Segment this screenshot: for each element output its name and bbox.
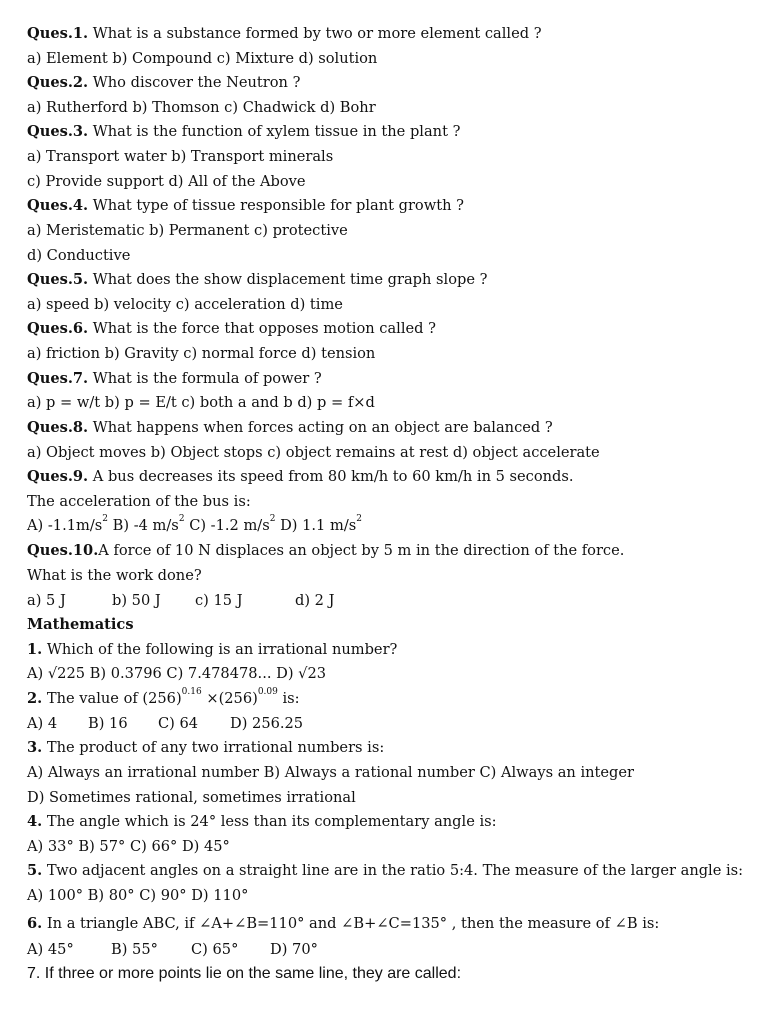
question-number: Ques.5. <box>27 271 89 288</box>
question-number: Ques.2. <box>27 74 89 91</box>
question-text: Two adjacent angles on a straight line are in the ratio 5:4. The measure of the larger angle is: <box>42 862 744 879</box>
superscript: 2 <box>178 514 185 524</box>
question-7-options: a) p = w/t b) p = E/t c) both a and b d) p = f×d <box>27 394 375 411</box>
question-text: What happens when forces acting on an object are balanced ? <box>88 419 553 436</box>
question-8 <box>27 418 553 438</box>
option-c: C) 64 <box>158 715 199 732</box>
question-8-options: a) Object moves b) Object stops c) object remains at rest d) object accelerate <box>27 444 600 461</box>
question-3-options-line1: a) Transport water b) Transport minerals <box>27 148 334 165</box>
question-4-options-line1: a) Meristematic b) Permanent c) protective <box>27 222 348 239</box>
math-question-3 <box>27 738 384 758</box>
option-b: B) 55° <box>111 941 158 958</box>
question-9-options <box>27 516 362 538</box>
question-number: Ques.7. <box>27 370 89 387</box>
question-number: Ques.6. <box>27 320 89 337</box>
question-number: 5. <box>27 862 43 879</box>
math-question-5 <box>27 861 743 881</box>
question-9-text-line2: The acceleration of the bus is: <box>27 493 251 510</box>
question-5 <box>27 270 487 290</box>
math-question-2-options <box>27 714 303 734</box>
question-number: Ques.9. <box>27 468 89 485</box>
option-d: D) 1.1 m/s <box>280 517 357 534</box>
exponent: 0.09 <box>257 687 278 697</box>
math-question-7: 7. If three or more points lie on the same line, they are called: <box>27 965 462 982</box>
question-number: Ques.3. <box>27 123 89 140</box>
question-10-options <box>27 591 334 611</box>
question-text: What type of tissue responsible for plant growth ? <box>88 197 464 214</box>
math-question-6-options <box>27 940 318 960</box>
math-question-4 <box>27 812 497 832</box>
question-text: What is the formula of power ? <box>88 370 322 387</box>
question-text: The value of (256) <box>42 690 182 707</box>
superscript: 2 <box>356 514 362 524</box>
section-heading-mathematics: Mathematics <box>27 616 134 633</box>
question-text: What is the force that opposes motion called ? <box>88 320 436 337</box>
option-a: A) -1.1m/s <box>27 517 103 534</box>
question-5-options: a) speed b) velocity c) acceleration d) time <box>27 296 343 313</box>
math-question-6 <box>27 914 659 934</box>
question-4-options-line2: d) Conductive <box>27 247 131 264</box>
question-1 <box>27 24 542 44</box>
question-text: The product of any two irrational numbers is: <box>42 739 385 756</box>
question-text: In a triangle ABC, if ∠A+∠B=110° and ∠B+∠C=135° , then the measure of ∠B is: <box>42 915 660 932</box>
question-text: What does the show displacement time graph slope ? <box>88 271 488 288</box>
option-b: B) -4 m/s <box>112 517 179 534</box>
question-number: Ques.10. <box>27 542 99 559</box>
question-number: 1. <box>27 641 43 658</box>
option-b: b) 50 J <box>112 592 161 609</box>
superscript: 2 <box>269 514 276 524</box>
question-text: ×(256) <box>201 690 258 707</box>
option-a: A) 4 <box>27 715 58 732</box>
superscript: 2 <box>102 514 108 524</box>
question-6 <box>27 319 436 339</box>
question-3 <box>27 122 460 142</box>
question-number: 4. <box>27 813 43 830</box>
question-number: Ques.4. <box>27 197 89 214</box>
question-9 <box>27 467 574 487</box>
option-c: c) 15 J <box>195 592 243 609</box>
question-text: The angle which is 24° less than its complementary angle is: <box>42 813 497 830</box>
question-number: 2. <box>27 690 43 707</box>
question-text: A bus decreases its speed from 80 km/h to 60 km/h in 5 seconds. <box>88 468 574 485</box>
math-question-5-options: A) 100° B) 80° C) 90° D) 110° <box>27 887 249 904</box>
option-a: A) 45° <box>27 941 74 958</box>
math-question-3-options-line1: A) Always an irrational number B) Always a rational number C) Always an integer <box>27 764 634 781</box>
question-number: Ques.8. <box>27 419 89 436</box>
math-question-1 <box>27 640 397 660</box>
exponent: 0.16 <box>181 687 202 697</box>
question-3-options-line2: c) Provide support d) All of the Above <box>27 173 306 190</box>
question-number: 6. <box>27 915 43 932</box>
question-number: 3. <box>27 739 43 756</box>
option-c: C) 65° <box>191 941 239 958</box>
math-question-1-options: A) √225 B) 0.3796 C) 7.478478... D) √23 <box>27 665 327 682</box>
question-text: is: <box>277 690 300 707</box>
question-text: Which of the following is an irrational number? <box>42 641 398 658</box>
question-6-options: a) friction b) Gravity c) normal force d) tension <box>27 345 376 362</box>
option-b: B) 16 <box>88 715 128 732</box>
question-10 <box>27 541 624 561</box>
math-question-4-options: A) 33° B) 57° C) 66° D) 45° <box>27 838 230 855</box>
question-number: Ques.1. <box>27 25 89 42</box>
question-4 <box>27 196 464 216</box>
question-text: What is the function of xylem tissue in the plant ? <box>88 123 461 140</box>
question-10-text-line2: What is the work done? <box>27 567 202 584</box>
option-d: D) 256.25 <box>230 715 304 732</box>
option-d: D) 70° <box>270 941 318 958</box>
question-1-options: a) Element b) Compound c) Mixture d) solution <box>27 50 378 67</box>
question-text: What is a substance formed by two or more element called ? <box>88 25 542 42</box>
question-text: Who discover the Neutron ? <box>88 74 301 91</box>
question-text: A force of 10 N displaces an object by 5 m in the direction of the force. <box>98 542 625 559</box>
option-a: a) 5 J <box>27 592 66 609</box>
math-question-3-options-line2: D) Sometimes rational, sometimes irrational <box>27 789 356 806</box>
option-d: d) 2 J <box>295 592 335 609</box>
question-2 <box>27 73 300 93</box>
question-2-options: a) Rutherford b) Thomson c) Chadwick d) Bohr <box>27 99 376 116</box>
math-question-2 <box>27 689 300 711</box>
question-7 <box>27 369 322 389</box>
option-c: C) -1.2 m/s <box>189 517 270 534</box>
